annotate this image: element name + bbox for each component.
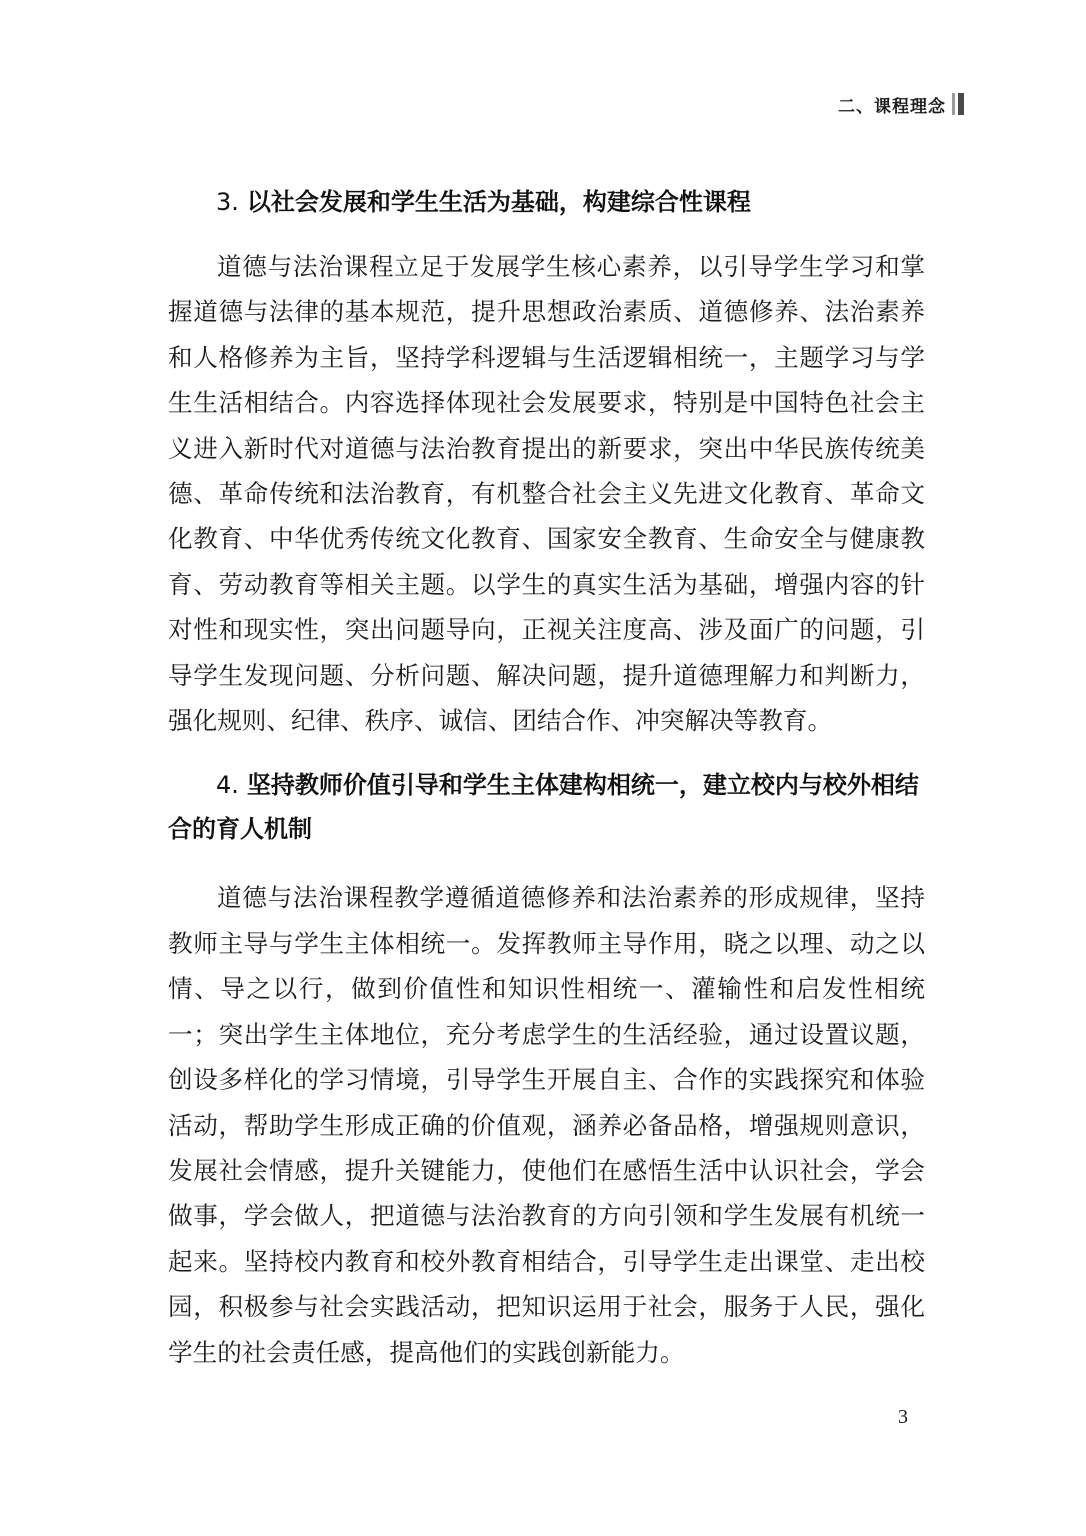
- section-heading-4: [168, 763, 925, 851]
- running-header-title: 二、课程理念: [838, 97, 946, 117]
- section-paragraph-4: 道德与法治课程教学遵循道德修养和法治素养的形成规律，坚持教师主导与学生主体相统一。发挥教师主导作用，晓之以理、动之以情、导之以行，做到价值性和知识性相统一、灌输性和启发性相统一；突出学生主体地位，充分考虑学生的生活经验，通过设置议题，创设多样化的学习情境，引导学生开展自主、合作的实践探究和体验活动，帮助学生形成正确的价值观，涵养必备品格，增强规则意识，发展社会情感，提升关键能力，使他们在感悟生活中认识社会，学会做事，学会做人，把道德与法治教育的方向引领和学生发展有机统一起来。坚持校内教育和校外教育相结合，引导学生走出课堂、走出校园，积极参与社会实践活动，把知识运用于社会，服务于人民，强化学生的社会责任感，提高他们的实践创新能力。: [168, 883, 925, 1367]
- section-number: 3.: [216, 188, 239, 216]
- section-number: 4.: [216, 771, 239, 800]
- main-content: [168, 180, 925, 1375]
- section-paragraph-3: 道德与法治课程立足于发展学生核心素养，以引导学生学习和掌握道德与法律的基本规范，提升思想政治素质、道德修养、法治素养和人格修养为主旨，坚持学科逻辑与生活逻辑相统一，主题学习与学生生活相结合。内容选择体现社会发展要求，特别是中国特色社会主义进入新时代对道德与法治教育提出的新要求，突出中华民族传统美德、革命传统和法治教育，有机整合社会主义先进文化教育、革命文化教育、中华优秀传统文化教育、国家安全教育、生命安全与健康教育、劳动教育等相关主题。以学生的真实生活为基础，增强内容的针对性和现实性，突出问题导向，正视关注度高、涉及面广的问题，引导学生发现问题、分析问题、解决问题，提升道德理解力和判断力，强化规则、纪律、秩序、诚信、团结合作、冲突解决等教育。: [168, 252, 925, 736]
- section-heading-3: [168, 180, 925, 224]
- header-bar-dark: [958, 93, 964, 115]
- section-title: 以社会发展和学生生活为基础，构建综合性课程: [246, 188, 751, 216]
- section-title: 坚持教师价值引导和学生主体建构相统一，建立校内与校外相结合的育人机制: [168, 771, 919, 844]
- header-bar-marker: [952, 93, 964, 115]
- header-bar-light: [952, 93, 955, 115]
- page-number: 3: [898, 1406, 908, 1428]
- running-header: [838, 92, 946, 117]
